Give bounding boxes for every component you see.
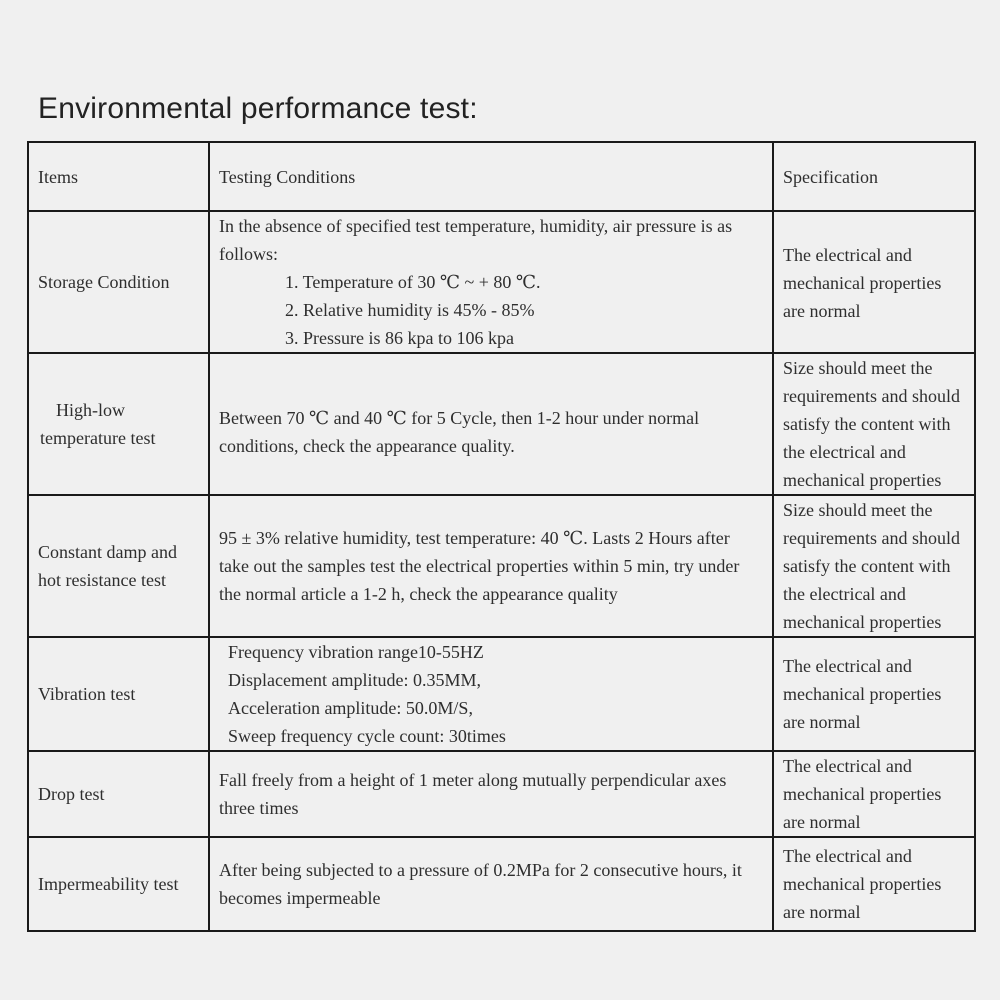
condition-intro: In the absence of specified test temperature, humidity, air pressure is as follows: bbox=[219, 216, 733, 264]
condition-list-item: 3. Pressure is 86 kpa to 106 kpa bbox=[285, 328, 514, 348]
row-condition: Fall freely from a height of 1 meter along mutually perpendicular axes three times bbox=[209, 751, 773, 837]
row-spec: The electrical and mechanical properties are normal bbox=[773, 211, 975, 353]
header-specification: Specification bbox=[773, 142, 975, 211]
row-spec: The electrical and mechanical properties are normal bbox=[773, 637, 975, 751]
condition-list-item: 2. Relative humidity is 45% - 85% bbox=[285, 300, 535, 320]
table-row-damp-heat bbox=[28, 495, 975, 637]
row-spec: The electrical and mechanical properties are normal bbox=[773, 837, 975, 931]
row-spec: Size should meet the requirements and should satisfy the content with the electrical and mechanical properties bbox=[773, 495, 975, 637]
condition-line: Displacement amplitude: 0.35MM, bbox=[228, 670, 481, 690]
header-testing-conditions: Testing Conditions bbox=[209, 142, 773, 211]
condition-line: Sweep frequency cycle count: 30times bbox=[228, 726, 506, 746]
table-row-high-low-temperature bbox=[28, 353, 975, 495]
condition-line: Frequency vibration range10-55HZ bbox=[228, 642, 484, 662]
table-row-vibration bbox=[28, 637, 975, 751]
row-item: Drop test bbox=[28, 751, 209, 837]
environmental-test-table bbox=[27, 141, 976, 932]
header-items: Items bbox=[28, 142, 209, 211]
row-condition: After being subjected to a pressure of 0.2MPa for 2 consecutive hours, it becomes impermeable bbox=[209, 837, 773, 931]
row-spec: Size should meet the requirements and should satisfy the content with the electrical and mechanical properties bbox=[773, 353, 975, 495]
page-title: Environmental performance test: bbox=[38, 92, 478, 125]
item-line: temperature test bbox=[40, 428, 156, 448]
condition-list-item: 1. Temperature of 30 ℃ ~ + 80 ℃. bbox=[285, 272, 541, 292]
row-condition bbox=[209, 211, 773, 353]
row-condition: Between 70 ℃ and 40 ℃ for 5 Cycle, then 1-2 hour under normal conditions, check the appearance quality. bbox=[209, 353, 773, 495]
row-condition bbox=[209, 637, 773, 751]
table-header-row bbox=[28, 142, 975, 211]
row-item: Impermeability test bbox=[28, 837, 209, 931]
table-row-storage bbox=[28, 211, 975, 353]
table-row-impermeability bbox=[28, 837, 975, 931]
row-item: Vibration test bbox=[28, 637, 209, 751]
row-item: Constant damp and hot resistance test bbox=[28, 495, 209, 637]
table-row-drop bbox=[28, 751, 975, 837]
item-line: High-low bbox=[56, 400, 125, 420]
row-spec: The electrical and mechanical properties are normal bbox=[773, 751, 975, 837]
row-item: Storage Condition bbox=[28, 211, 209, 353]
condition-line: Acceleration amplitude: 50.0M/S, bbox=[228, 698, 473, 718]
row-condition: 95 ± 3% relative humidity, test temperature: 40 ℃. Lasts 2 Hours after take out the samples test the electrical properties within 5 min, try under the normal article a 1-2 h, check the appearance quality bbox=[209, 495, 773, 637]
row-item bbox=[28, 353, 209, 495]
